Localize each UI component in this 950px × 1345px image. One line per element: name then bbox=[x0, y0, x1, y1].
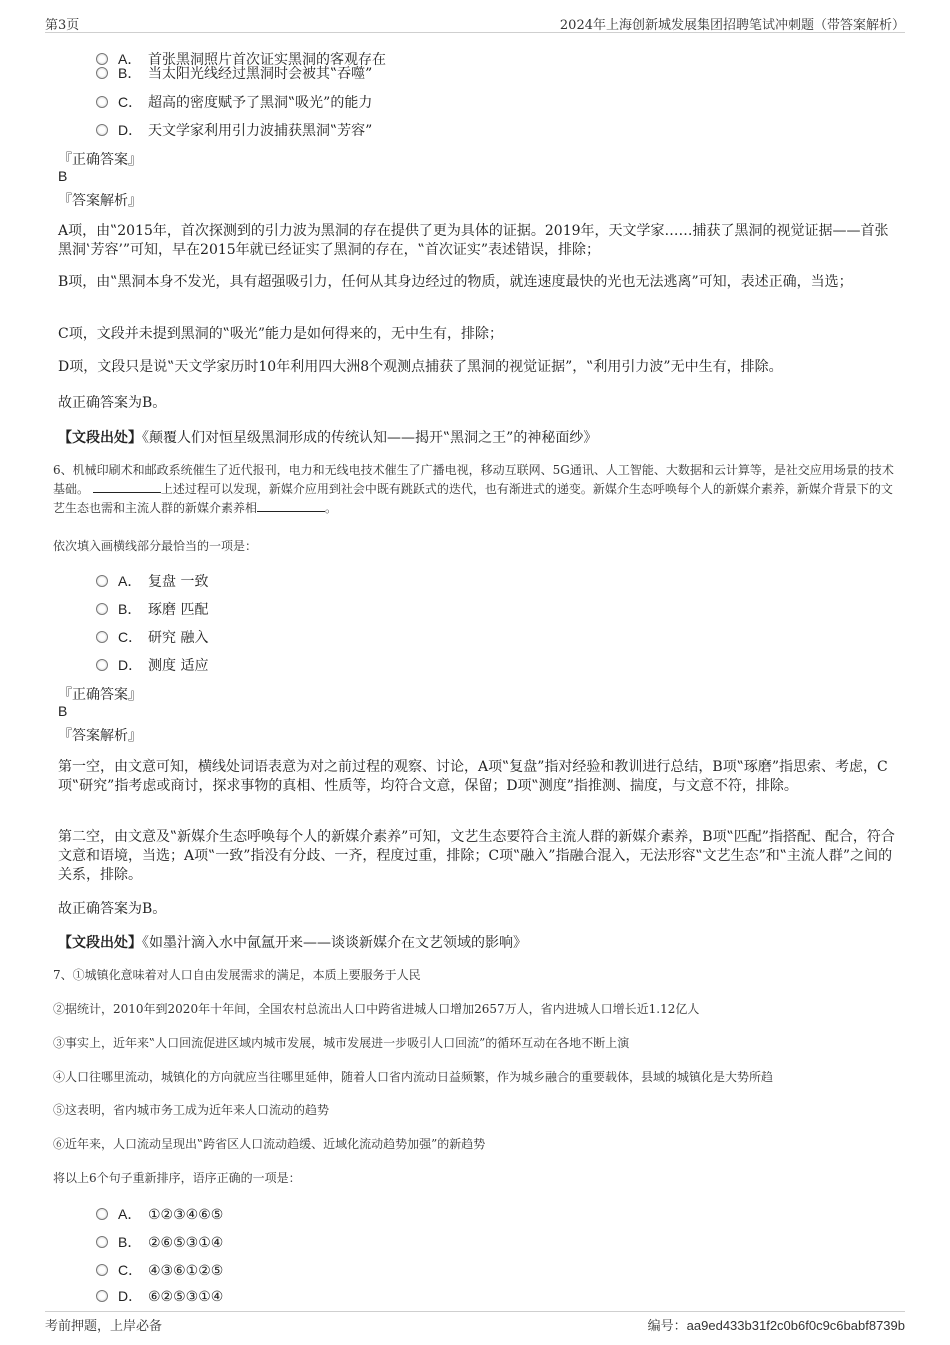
q7-option-d[interactable]: D． ⑥②⑤③①④ bbox=[96, 1286, 223, 1306]
q5-answer: B bbox=[58, 168, 68, 184]
q7-prompt: 将以上6个句子重新排序，语序正确的一项是： bbox=[53, 1171, 301, 1185]
q7-option-c[interactable]: C． ④③⑥①②⑤ bbox=[96, 1260, 223, 1280]
q5-option-d[interactable]: D． 天文学家利用引力波捕获黑洞‟芳容” bbox=[96, 120, 372, 140]
q6-analysis-2: 第二空，由文意及‟新媒介生态呼唤每个人的新媒介素养”可知，文艺生态要符合主流人群的新媒介素养，B项‟匹配”指搭配、配合，符合文意和语境，当选；A项‟一致”指没有分歧、一齐，程度过重，排除；C项‟融入”指融合混入，无法形容‟文艺生态”和‟主流人群”之间的关系，排除。 bbox=[58, 829, 895, 883]
q6-option-c[interactable]: C． 研究 融入 bbox=[96, 627, 208, 647]
q5-analysis-b: B项，由‟黑洞本身不发光，具有超强吸引力，任何从其身边经过的物质，就连速度最快的光也无法逃离”可知，表述正确，当选； bbox=[58, 274, 853, 290]
q7-sentence-3: ③事实上，近年来‟人口回流促进区域内城市发展，城市发展进一步吸引人口回流”的循环互动在各地不断上演 bbox=[53, 1036, 630, 1050]
page-footer bbox=[45, 1311, 905, 1334]
q6-answer-label: 『正确答案』 bbox=[58, 687, 142, 703]
document-title: 2024年上海创新城发展集团招聘笔试冲刺题（带答案解析） bbox=[559, 18, 905, 33]
radio-icon[interactable] bbox=[96, 1264, 108, 1276]
radio-icon[interactable] bbox=[96, 631, 108, 643]
q6-analysis-1: 第一空，由文意可知，横线处词语表意为对之前过程的观察、讨论，A项‟复盘”指对经验和教训进行总结，B项‟琢磨”指思索、考虑，C项‟研究”指考虑或商讨，探求事物的真相、性质等，均符合文意，保留；D项‟测度”指推测、揣度，与文意不符，排除。 bbox=[58, 759, 888, 794]
q5-analysis-a: A项，由‟2015年，首次探测到的引力波为黑洞的存在提供了更为具体的证据。2019年，天文学家……捕获了黑洞的视觉证据——首张黑洞‛芳容’”可知，早在2015年就已经证实了黑洞的存在，‟首次证实”表述错误，排除； bbox=[58, 223, 889, 258]
radio-icon[interactable] bbox=[96, 1236, 108, 1248]
q7-sentence-5: ⑤这表明，省内城市务工成为近年来人口流动的趋势 bbox=[53, 1103, 330, 1117]
page-number: 第3页 bbox=[45, 18, 80, 33]
radio-icon[interactable] bbox=[96, 575, 108, 587]
radio-icon[interactable] bbox=[96, 124, 108, 136]
radio-icon[interactable] bbox=[96, 1290, 108, 1302]
q6-answer: B bbox=[58, 703, 68, 719]
document-id: 编号：aa9ed433b31f2c0b6f0c9c6babf8739b bbox=[647, 1318, 905, 1333]
q6-prompt: 依次填入画横线部分最恰当的一项是： bbox=[53, 539, 258, 553]
q5-analysis-d: D项，文段只是说‟天文学家历时10年利用四大洲8个观测点捕获了黑洞的视觉证据”，‟利用引力波”无中生有，排除。 bbox=[58, 359, 783, 375]
radio-icon[interactable] bbox=[96, 659, 108, 671]
q6-source: 【文段出处】《如墨汁滴入水中氤氲开来——谈谈新媒介在文艺领域的影响》 bbox=[58, 935, 527, 951]
footer-slogan: 考前押题，上岸必备 bbox=[45, 1319, 163, 1334]
q5-conclusion: 故正确答案为B。 bbox=[58, 395, 167, 411]
q7-option-a[interactable]: A． ①②③④⑥⑤ bbox=[96, 1204, 223, 1224]
q6-analysis-label: 『答案解析』 bbox=[58, 728, 142, 744]
radio-icon[interactable] bbox=[96, 1208, 108, 1220]
q7-option-b[interactable]: B． ②⑥⑤③①④ bbox=[96, 1232, 223, 1252]
q5-option-a[interactable]: A． 首张黑洞照片首次证实黑洞的客观存在 bbox=[96, 49, 386, 69]
q5-answer-label: 『正确答案』 bbox=[58, 152, 142, 168]
q7-sentence-4: ④人口往哪里流动，城镇化的方向就应当往哪里延伸，随着人口省内流动日益频繁，作为城乡融合的重要载体，县域的城镇化是大势所趋 bbox=[53, 1070, 774, 1084]
q6-option-a[interactable]: A． 复盘 一致 bbox=[96, 571, 208, 591]
radio-icon[interactable] bbox=[96, 603, 108, 615]
q6-conclusion: 故正确答案为B。 bbox=[58, 901, 167, 917]
fill-blank-2[interactable] bbox=[257, 499, 325, 512]
q6-stem: 6、机械印刷术和邮政系统催生了近代报刊，电力和无线电技术催生了广播电视，移动互联网、5G通讯、人工智能、大数据和云计算等，是社交应用场景的技术基础。 上述过程可以发现，新媒介应用到社会中既有跳跃式的迭代，也有渐进式的递变。新媒介生态呼唤每个人的新媒介素养，新媒介背景下的文艺生态也需和主流人群的新媒介素养相 。 bbox=[53, 463, 894, 515]
q7-sentence-1: 7、①城镇化意味着对人口自由发展需求的满足，本质上要服务于人民 bbox=[53, 968, 421, 982]
q6-option-d[interactable]: D． 测度 适应 bbox=[96, 655, 208, 675]
radio-icon[interactable] bbox=[96, 96, 108, 108]
page-header bbox=[45, 12, 905, 33]
q5-option-b[interactable]: B． 当太阳光线经过黑洞时会被其‟吞噬” bbox=[96, 63, 372, 83]
q6-option-b[interactable]: B． 琢磨 匹配 bbox=[96, 599, 208, 619]
q5-analysis-c: C项，文段并未提到黑洞的‟吸光”能力是如何得来的，无中生有，排除； bbox=[58, 326, 504, 342]
fill-blank-1[interactable] bbox=[93, 480, 161, 493]
q7-sentence-6: ⑥近年来，人口流动呈现出‟跨省区人口流动趋缓、近域化流动趋势加强”的新趋势 bbox=[53, 1137, 486, 1151]
radio-icon[interactable] bbox=[96, 67, 108, 79]
q7-sentence-2: ②据统计，2010年到2020年十年间，全国农村总流出人口中跨省进城人口增加2657万人，省内进城人口增长近1.12亿人 bbox=[53, 1002, 700, 1016]
q5-analysis-label: 『答案解析』 bbox=[58, 193, 142, 209]
q5-option-c[interactable]: C． 超高的密度赋予了黑洞‟吸光”的能力 bbox=[96, 92, 372, 112]
q5-source: 【文段出处】《颠覆人们对恒星级黑洞形成的传统认知——揭开‟黑洞之王”的神秘面纱》 bbox=[58, 430, 598, 446]
